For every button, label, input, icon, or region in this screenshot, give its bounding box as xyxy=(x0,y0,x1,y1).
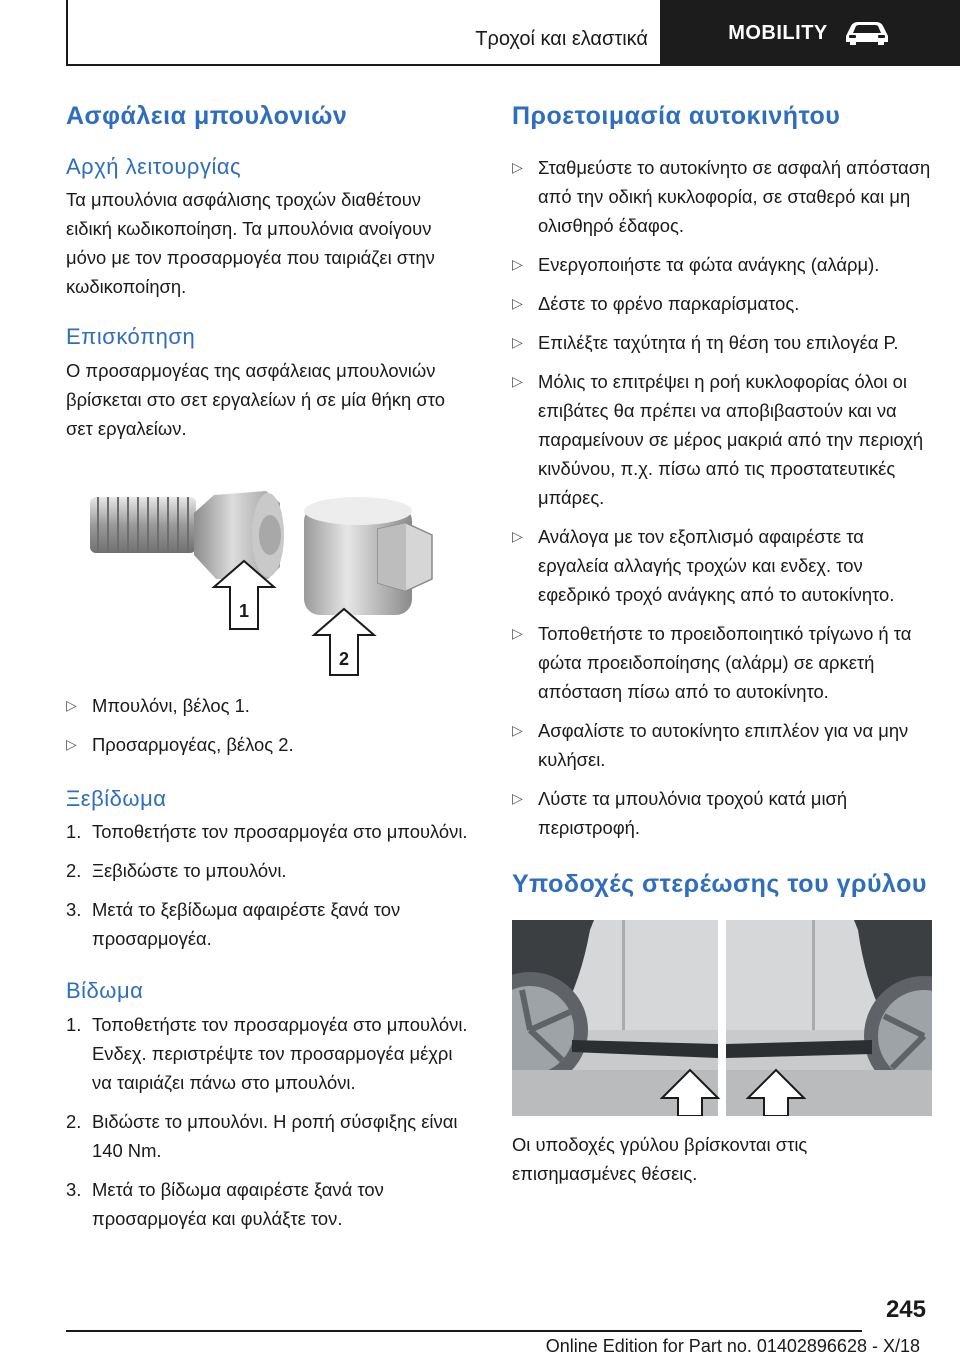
list-item: ▷ Ανάλογα με τον εξοπλισμό αφαιρέστε τα εργαλεία αλλαγής τροχών και ενδεχ. τον εφεδρικό τροχό ανάγκης από το αυτοκίνητο. xyxy=(512,522,932,609)
list-item: ▷ Επιλέξτε ταχύτητα ή τη θέση του επιλογέα P. xyxy=(512,328,932,357)
section-tab xyxy=(660,0,960,66)
section-title: MOBILITY xyxy=(728,21,828,44)
list-item: ▷ Ενεργοποιήστε τα φώτα ανάγκης (αλάρμ). xyxy=(512,250,932,279)
triangle-bullet-icon: ▷ xyxy=(512,789,523,806)
edition-note: Online Edition for Part no. 01402896628 - X/18 xyxy=(545,1336,920,1356)
footer-rule xyxy=(66,1330,862,1332)
unscrew-heading: Ξεβίδωμα xyxy=(66,785,167,811)
header-rule-left xyxy=(66,0,68,64)
left-column xyxy=(66,100,468,1243)
screw-heading: Βίδωμα xyxy=(66,978,144,1004)
triangle-bullet-icon: ▷ xyxy=(66,696,77,713)
header-rule-bottom xyxy=(66,64,660,66)
list-item: 1. Τοποθετήστε τον προσαρμογέα στο μπουλόνι. xyxy=(66,821,468,843)
chapter-title: Τροχοί και ελαστικά xyxy=(475,28,648,50)
bolt-adapter-illustration xyxy=(66,483,468,679)
overview-heading: Επισκόπηση xyxy=(66,324,196,350)
triangle-bullet-icon: ▷ xyxy=(512,333,523,350)
jack-points-title: Υποδοχές στερέωσης του γρύλου xyxy=(512,869,927,898)
unscrew-steps xyxy=(66,817,468,953)
arrow-label-2: 2 xyxy=(338,648,350,669)
list-item: 1. Τοποθετήστε τον προσαρμογέα στο μπουλόνι. Ενδεχ. περιστρέψτε τον προσαρμογέα μέχρι να ταιριάζει πάνω στο μπουλόνι. xyxy=(66,1013,468,1093)
triangle-bullet-icon: ▷ xyxy=(512,721,523,738)
list-item: ▷ Τοποθετήστε το προειδοποιητικό τρίγωνο ή τα φώτα προειδοποίησης (αλάρμ) σε αρκετή απόσταση πίσω από το αυτοκίνητο. xyxy=(512,619,932,706)
lock-bolt-title: Ασφάλεια μπουλονιών xyxy=(66,102,348,130)
list-item: ▷ Προσαρμογέας, βέλος 2. xyxy=(66,730,468,759)
list-item: 3. Μετά το ξεβίδωμα αφαιρέστε ξανά τον προσαρμογέα. xyxy=(66,899,401,950)
screw-steps xyxy=(66,1010,468,1233)
list-item: 2. Ξεβιδώστε το μπουλόνι. xyxy=(66,860,287,882)
triangle-bullet-icon: ▷ xyxy=(66,735,77,752)
triangle-bullet-icon: ▷ xyxy=(512,527,523,544)
preparation-steps xyxy=(512,153,932,842)
triangle-bullet-icon: ▷ xyxy=(512,294,523,311)
jack-points-illustration xyxy=(512,920,932,1116)
list-item: ▷ Σταθμεύστε το αυτοκίνητο σε ασφαλή απόσταση από την οδική κυκλοφορία, σε σταθερό και μη ολισθηρό έδαφος. xyxy=(512,153,932,240)
list-item: ▷ Λύστε τα μπουλόνια τροχού κατά μισή περιστροφή. xyxy=(512,784,932,842)
triangle-bullet-icon: ▷ xyxy=(512,372,523,389)
list-item: ▷ Ασφαλίστε το αυτοκίνητο επιπλέον για να μην κυλήσει. xyxy=(512,716,932,774)
list-item: ▷ Μόλις το επιτρέψει η ροή κυκλοφορίας όλοι οι επιβάτες θα πρέπει να αποβιβαστούν και να παραμείνουν σε μέρος μακριά από την περιοχή κινδύνου, π.χ. πίσω από τις προστατευτικές μπάρες. xyxy=(512,367,932,512)
legend-list xyxy=(66,691,468,759)
page-number: 245 xyxy=(885,1296,926,1323)
list-item: ▷ Μπουλόνι, βέλος 1. xyxy=(66,691,468,720)
triangle-bullet-icon: ▷ xyxy=(512,624,523,641)
preparation-title: Προετοιμασία αυτοκινήτου xyxy=(512,102,841,130)
list-item: ▷ Δέστε το φρένο παρκαρίσματος. xyxy=(512,289,932,318)
overview-text: Ο προσαρμογέας της ασφάλειας μπουλονιών βρίσκεται στο σετ εργαλείων ή σε μία θήκη στο σετ εργαλείων. xyxy=(66,359,445,439)
principle-text: Τα μπουλόνια ασφάλισης τροχών διαθέτουν ειδική κωδικοποίηση. Τα μπουλόνια ανοίγουν μόνο με τον προσαρμογέα που ταιριάζει στην κωδικοποίηση. xyxy=(66,189,435,298)
list-item: 3. Μετά το βίδωμα αφαιρέστε ξανά τον προσαρμογέα και φυλάξτε τον. xyxy=(66,1178,384,1229)
principle-heading: Αρχή λειτουργίας xyxy=(66,153,242,179)
triangle-bullet-icon: ▷ xyxy=(512,255,523,272)
arrow-label-1: 1 xyxy=(238,600,250,621)
list-item: 2. Βιδώστε το μπουλόνι. Η ροπή σύσφιξης είναι 140 Nm. xyxy=(66,1110,458,1161)
right-column xyxy=(512,100,932,1188)
jack-points-text: Οι υποδοχές γρύλου βρίσκονται στις επισημασμένες θέσεις. xyxy=(512,1134,808,1184)
car-icon xyxy=(842,20,892,46)
triangle-bullet-icon: ▷ xyxy=(512,158,523,175)
